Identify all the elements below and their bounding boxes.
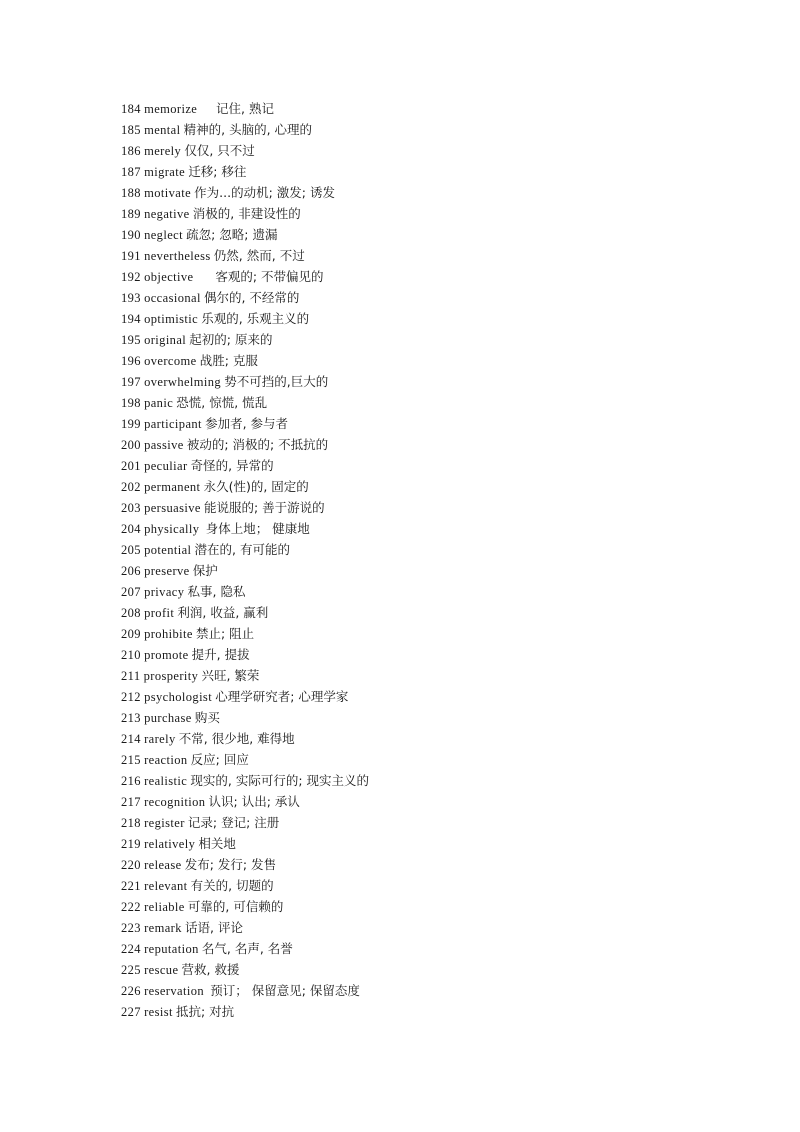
vocab-entry: [121, 161, 369, 182]
entry-number: 217: [121, 795, 141, 809]
entry-definition: 兴旺, 繁荣: [201, 668, 260, 683]
entry-number: 212: [121, 690, 141, 704]
entry-definition: 永久(性)的, 固定的: [203, 479, 309, 494]
entry-word: profit: [144, 606, 175, 620]
entry-word: reaction: [144, 753, 188, 767]
entry-word: overcome: [144, 354, 197, 368]
entry-number: 201: [121, 459, 141, 473]
entry-word: relatively: [144, 837, 196, 851]
entry-definition: 名气, 名声, 名誉: [201, 941, 293, 956]
entry-number: 227: [121, 1005, 141, 1019]
entry-number: 197: [121, 375, 141, 389]
entry-number: 188: [121, 186, 141, 200]
entry-definition: 乐观的, 乐观主义的: [201, 311, 310, 326]
entry-word: recognition: [144, 795, 206, 809]
entry-word: panic: [144, 396, 174, 410]
entry-separator: [194, 270, 216, 284]
vocab-entry: [121, 413, 369, 434]
entry-word: motivate: [144, 186, 192, 200]
entry-number: 203: [121, 501, 141, 515]
entry-number: 200: [121, 438, 141, 452]
entry-word: reputation: [144, 942, 199, 956]
entry-word: release: [144, 858, 182, 872]
entry-definition: 可靠的, 可信赖的: [187, 899, 284, 914]
entry-number: 189: [121, 207, 141, 221]
entry-word: potential: [144, 543, 192, 557]
entry-definition: 购买: [194, 710, 220, 725]
vocab-entry: [121, 980, 369, 1001]
entry-number: 220: [121, 858, 141, 872]
entry-word: register: [144, 816, 185, 830]
vocab-entry: [121, 1001, 369, 1022]
entry-word: nevertheless: [144, 249, 211, 263]
entry-number: 210: [121, 648, 141, 662]
vocab-entry: [121, 350, 369, 371]
vocab-entry: [121, 203, 369, 224]
entry-word: neglect: [144, 228, 183, 242]
entry-definition: 身体上地； 健康地: [205, 521, 310, 536]
vocab-entry: [121, 665, 369, 686]
entry-definition: 话语, 评论: [185, 920, 243, 935]
entry-word: memorize: [144, 102, 198, 116]
entry-definition: 抵抗; 对抗: [176, 1004, 235, 1019]
entry-definition: 心理学研究者; 心理学家: [215, 689, 349, 704]
entry-number: 206: [121, 564, 141, 578]
vocab-entry: [121, 182, 369, 203]
entry-number: 214: [121, 732, 141, 746]
entry-definition: 仍然, 然而, 不过: [213, 248, 305, 263]
entry-definition: 奇怪的, 异常的: [190, 458, 274, 473]
entry-number: 218: [121, 816, 141, 830]
entry-definition: 仅仅, 只不过: [184, 143, 255, 158]
entry-word: resist: [144, 1005, 173, 1019]
entry-number: 198: [121, 396, 141, 410]
vocab-entry: [121, 854, 369, 875]
entry-definition: 能说服的; 善于游说的: [203, 500, 325, 515]
entry-separator: [197, 102, 216, 116]
entry-definition: 势不可挡的,巨大的: [224, 374, 329, 389]
entry-definition: 不常, 很少地, 难得地: [178, 731, 295, 746]
vocab-entry: [121, 602, 369, 623]
vocab-entry: [121, 434, 369, 455]
entry-word: passive: [144, 438, 184, 452]
vocab-entry: [121, 749, 369, 770]
vocab-entry: [121, 329, 369, 350]
entry-definition: 有关的, 切题的: [190, 878, 274, 893]
vocab-entry: [121, 392, 369, 413]
entry-word: optimistic: [144, 312, 199, 326]
vocab-entry: [121, 707, 369, 728]
entry-definition: 保护: [192, 563, 218, 578]
entry-number: 185: [121, 123, 141, 137]
entry-number: 223: [121, 921, 141, 935]
vocab-entry: [121, 770, 369, 791]
entry-definition: 战胜; 克服: [199, 353, 258, 368]
entry-word: prohibite: [144, 627, 193, 641]
entry-number: 196: [121, 354, 141, 368]
vocab-entry: [121, 119, 369, 140]
entry-definition: 潜在的, 有可能的: [194, 542, 290, 557]
entry-definition: 发布; 发行; 发售: [184, 857, 277, 872]
entry-number: 216: [121, 774, 141, 788]
vocab-entry: [121, 287, 369, 308]
entry-word: objective: [144, 270, 194, 284]
entry-definition: 营救, 救援: [181, 962, 240, 977]
entry-definition: 客观的; 不带偏见的: [215, 269, 324, 284]
vocab-entry: [121, 896, 369, 917]
vocab-entry: [121, 497, 369, 518]
vocabulary-list: [121, 98, 369, 1022]
entry-word: permanent: [144, 480, 201, 494]
vocab-entry: [121, 539, 369, 560]
vocab-entry: [121, 455, 369, 476]
entry-word: occasional: [144, 291, 201, 305]
entry-word: reliable: [144, 900, 185, 914]
entry-number: 222: [121, 900, 141, 914]
vocab-entry: [121, 959, 369, 980]
entry-word: original: [144, 333, 187, 347]
entry-definition: 记录; 登记; 注册: [187, 815, 280, 830]
vocab-entry: [121, 875, 369, 896]
entry-word: promote: [144, 648, 189, 662]
entry-word: prosperity: [143, 669, 199, 683]
entry-word: rarely: [144, 732, 176, 746]
entry-number: 205: [121, 543, 141, 557]
vocab-entry: [121, 917, 369, 938]
entry-word: overwhelming: [144, 375, 222, 389]
entry-word: reservation: [144, 984, 205, 998]
vocab-entry: [121, 308, 369, 329]
vocab-entry: [121, 833, 369, 854]
vocab-entry: [121, 140, 369, 161]
entry-number: 195: [121, 333, 141, 347]
vocab-entry: [121, 728, 369, 749]
entry-number: 215: [121, 753, 141, 767]
vocab-entry: [121, 245, 369, 266]
vocab-entry: [121, 476, 369, 497]
entry-word: migrate: [144, 165, 186, 179]
entry-definition: 作为...的动机; 激发; 诱发: [194, 185, 335, 200]
entry-number: 194: [121, 312, 141, 326]
entry-word: mental: [144, 123, 181, 137]
entry-number: 192: [121, 270, 141, 284]
entry-definition: 起初的; 原来的: [189, 332, 273, 347]
entry-number: 199: [121, 417, 141, 431]
vocab-entry: [121, 791, 369, 812]
entry-number: 187: [121, 165, 141, 179]
entry-word: merely: [144, 144, 182, 158]
entry-number: 225: [121, 963, 141, 977]
entry-word: participant: [144, 417, 202, 431]
entry-number: 186: [121, 144, 141, 158]
entry-number: 211: [121, 669, 141, 683]
vocab-entry: [121, 98, 369, 119]
vocab-entry: [121, 266, 369, 287]
entry-number: 224: [121, 942, 141, 956]
entry-word: remark: [144, 921, 182, 935]
entry-number: 221: [121, 879, 141, 893]
vocab-entry: [121, 560, 369, 581]
entry-number: 208: [121, 606, 141, 620]
entry-number: 204: [121, 522, 141, 536]
entry-definition: 提升, 提拔: [191, 647, 250, 662]
entry-definition: 疏忽; 忽略; 遗漏: [186, 227, 278, 242]
entry-number: 184: [121, 102, 141, 116]
entry-definition: 恐慌, 惊慌, 慌乱: [176, 395, 268, 410]
entry-definition: 现实的, 实际可行的; 现实主义的: [190, 773, 370, 788]
entry-number: 226: [121, 984, 141, 998]
entry-definition: 迁移; 移往: [188, 164, 247, 179]
entry-definition: 相关地: [198, 836, 236, 851]
entry-number: 219: [121, 837, 141, 851]
vocab-entry: [121, 371, 369, 392]
vocab-entry: [121, 644, 369, 665]
entry-word: physically: [144, 522, 200, 536]
vocab-entry: [121, 623, 369, 644]
entry-definition: 私事, 隐私: [187, 584, 246, 599]
vocab-entry: [121, 518, 369, 539]
entry-definition: 禁止; 阻止: [195, 626, 255, 641]
entry-word: preserve: [144, 564, 190, 578]
entry-word: purchase: [144, 711, 192, 725]
entry-number: 190: [121, 228, 141, 242]
entry-definition: 记住, 熟记: [216, 101, 274, 116]
entry-word: peculiar: [144, 459, 188, 473]
entry-definition: 反应; 回应: [190, 752, 249, 767]
vocab-entry: [121, 938, 369, 959]
entry-definition: 消极的, 非建设性的: [192, 206, 301, 221]
entry-definition: 参加者, 参与者: [205, 416, 289, 431]
entry-word: rescue: [144, 963, 179, 977]
vocab-entry: [121, 581, 369, 602]
entry-word: negative: [144, 207, 190, 221]
entry-number: 193: [121, 291, 141, 305]
vocab-entry: [121, 812, 369, 833]
entry-number: 207: [121, 585, 141, 599]
entry-word: persuasive: [144, 501, 201, 515]
entry-word: privacy: [144, 585, 185, 599]
entry-definition: 预订； 保留意见; 保留态度: [210, 983, 360, 998]
entry-number: 209: [121, 627, 141, 641]
entry-word: psychologist: [144, 690, 213, 704]
entry-definition: 被动的; 消极的; 不抵抗的: [186, 437, 329, 452]
vocab-entry: [121, 224, 369, 245]
entry-definition: 认识; 认出; 承认: [208, 794, 300, 809]
entry-word: realistic: [144, 774, 188, 788]
entry-word: relevant: [144, 879, 188, 893]
entry-definition: 精神的, 头脑的, 心理的: [183, 122, 313, 137]
entry-number: 191: [121, 249, 141, 263]
entry-definition: 偶尔的, 不经常的: [203, 290, 300, 305]
vocab-entry: [121, 686, 369, 707]
entry-definition: 利润, 收益, 赢利: [177, 605, 269, 620]
entry-number: 213: [121, 711, 141, 725]
entry-number: 202: [121, 480, 141, 494]
